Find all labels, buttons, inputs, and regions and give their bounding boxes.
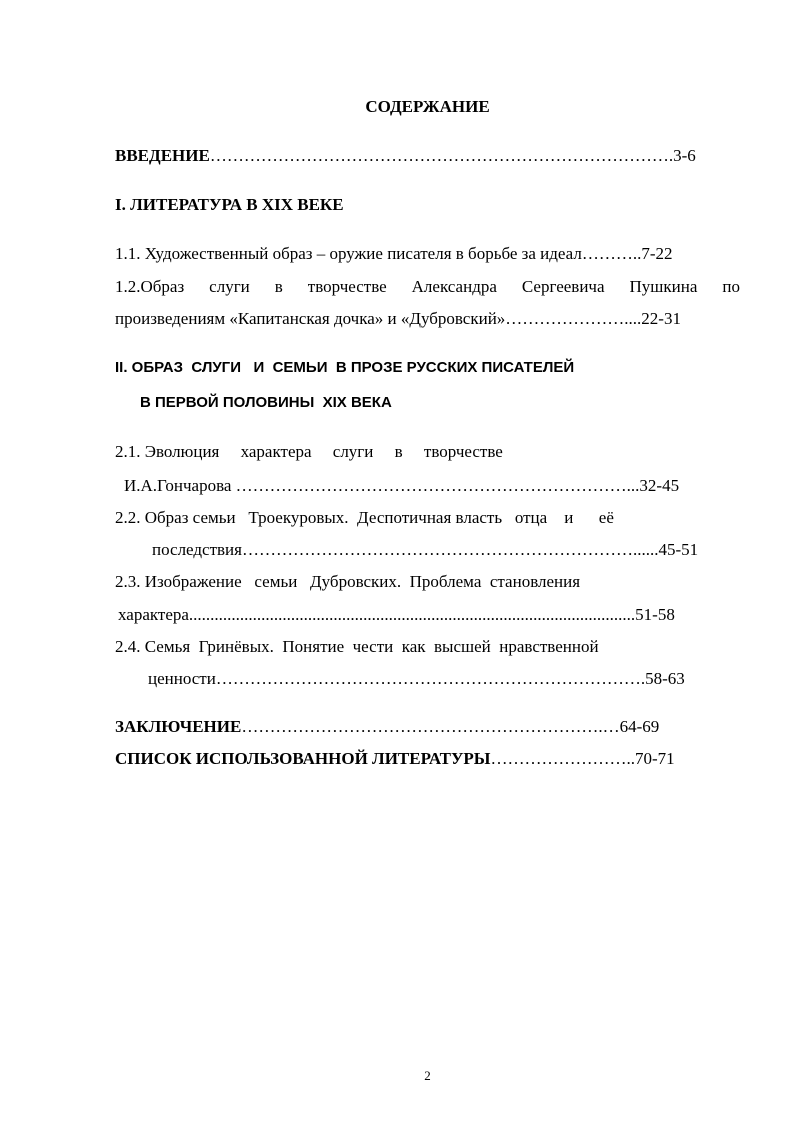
toc-word: Пушкина [629,277,698,296]
toc-word: в [274,277,283,296]
toc-entry-intro [115,146,740,166]
toc-entry-bibliography [115,749,740,769]
toc-entry-label: ЗАКЛЮЧЕНИЕ [115,717,242,736]
toc-chapter-2-title-line1: II. ОБРАЗ СЛУГИ И СЕМЬИ В ПРОЗЕ РУССКИХ ПИСАТЕЛЕЙ [115,359,575,376]
toc-entry-2-1-line1: 2.1. Эволюция характера слуги в творчестве [115,442,503,461]
toc-entry-label: СПИСОК ИСПОЛЬЗОВАННОЙ ЛИТЕРАТУРЫ [115,749,491,768]
toc-page-range: 64-69 [619,717,660,736]
toc-entry-2-3-line1: 2.3. Изображение семьи Дубровских. Проблема становления [115,572,581,591]
toc-word: Александра [411,277,497,296]
toc-entry-2-3-line2: характера.........................................................................................................51-58 [118,605,675,624]
toc-entry-1-2-line1 [115,277,740,297]
toc-entry-2-1-line2: И.А.Гончарова ……………………………………………………………...32-45 [124,476,680,495]
toc-leader: …………………….. [490,749,635,768]
toc-entry-2-4-line2: ценности………………………………………………………………….58-63 [148,669,685,688]
toc-entry-2-4-line1: 2.4. Семья Гринёвых. Понятие чести как высшей нравственной [115,637,599,656]
toc-leader: ……………………………………………………….… [241,717,620,736]
toc-leader: ………………………………………………………………………. [209,146,674,165]
toc-chapter-1-title: I. ЛИТЕРАТУРА В XIX ВЕКЕ [115,195,344,214]
toc-entry-2-2-line1: 2.2. Образ семьи Троекуровых. Деспотичная власть отца и её [115,508,614,527]
toc-entry-2-2-line2: последствия……………………………………………………………......45-51 [152,540,699,559]
toc-word: творчестве [307,277,387,296]
toc-entry-1-2-line2: произведениям «Капитанская дочка» и «Дубровский»…………………....22-31 [115,309,681,328]
toc-word: слуги [209,277,250,296]
toc-word: по [722,277,740,296]
toc-chapter-2-title-line2: В ПЕРВОЙ ПОЛОВИНЫ XIX ВЕКА [140,394,392,411]
toc-word: 1.2.Образ [115,277,185,296]
toc-page-range: 3-6 [673,146,696,165]
toc-page-range: 70-71 [635,749,675,768]
toc-entry-label: ВВЕДЕНИЕ [115,146,210,165]
toc-entry-conclusion [115,717,740,737]
toc-entry-1-1: 1.1. Художественный образ – оружие писателя в борьбе за идеал………..7-22 [115,244,673,263]
toc-title: СОДЕРЖАНИЕ [365,97,490,116]
page-number: 2 [424,1068,431,1083]
toc-word: Сергеевича [521,277,605,296]
